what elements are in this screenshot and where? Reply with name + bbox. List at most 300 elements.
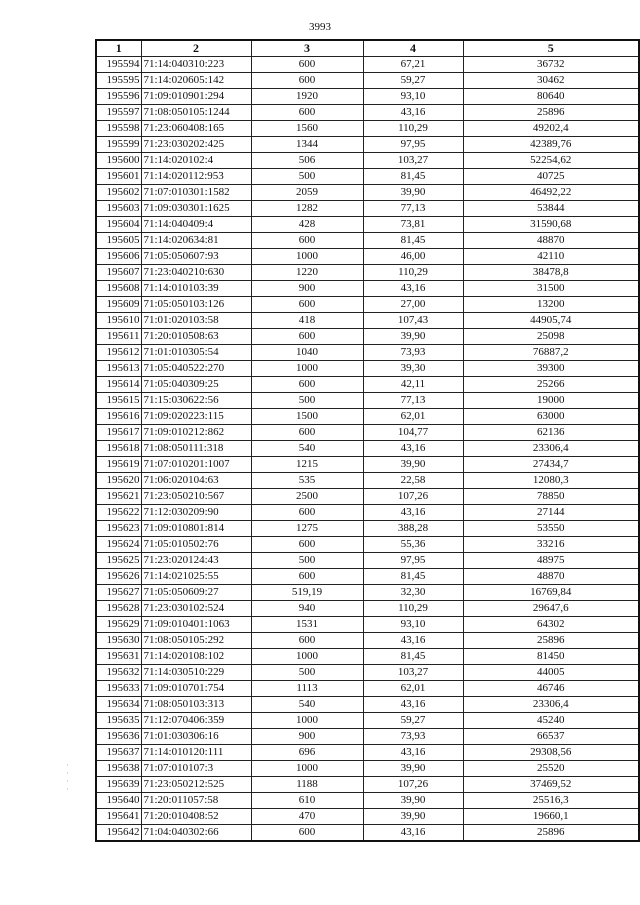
cell-cadastral-number: 71:20:010508:63 bbox=[141, 329, 251, 345]
cell-id: 195606 bbox=[96, 249, 141, 265]
table-row bbox=[96, 313, 639, 329]
cell-id: 195604 bbox=[96, 217, 141, 233]
data-table bbox=[95, 39, 640, 842]
cell-amount: 76887,2 bbox=[463, 345, 639, 361]
cell-cadastral-number: 71:09:010901:294 bbox=[141, 89, 251, 105]
cell-amount: 48870 bbox=[463, 233, 639, 249]
cell-id: 195615 bbox=[96, 393, 141, 409]
cell-rate: 43,16 bbox=[363, 505, 463, 521]
cell-area: 1344 bbox=[251, 137, 363, 153]
cell-amount: 27144 bbox=[463, 505, 639, 521]
cell-cadastral-number: 71:14:020634:81 bbox=[141, 233, 251, 249]
cell-cadastral-number: 71:06:020104:63 bbox=[141, 473, 251, 489]
cell-area: 600 bbox=[251, 105, 363, 121]
table-row bbox=[96, 489, 639, 505]
cell-cadastral-number: 71:23:030102:524 bbox=[141, 601, 251, 617]
cell-amount: 25266 bbox=[463, 377, 639, 393]
table-row bbox=[96, 361, 639, 377]
cell-area: 696 bbox=[251, 745, 363, 761]
header-col-4: 4 bbox=[363, 40, 463, 57]
cell-amount: 23306,4 bbox=[463, 441, 639, 457]
table-row bbox=[96, 649, 639, 665]
cell-rate: 104,77 bbox=[363, 425, 463, 441]
cell-area: 1000 bbox=[251, 713, 363, 729]
cell-area: 600 bbox=[251, 537, 363, 553]
cell-area: 506 bbox=[251, 153, 363, 169]
table-row bbox=[96, 745, 639, 761]
cell-amount: 45240 bbox=[463, 713, 639, 729]
cell-rate: 110,29 bbox=[363, 601, 463, 617]
cell-rate: 97,95 bbox=[363, 553, 463, 569]
cell-rate: 81,45 bbox=[363, 169, 463, 185]
cell-cadastral-number: 71:08:050111:318 bbox=[141, 441, 251, 457]
cell-area: 940 bbox=[251, 601, 363, 617]
cell-id: 195617 bbox=[96, 425, 141, 441]
table-row bbox=[96, 89, 639, 105]
cell-area: 600 bbox=[251, 505, 363, 521]
cell-id: 195600 bbox=[96, 153, 141, 169]
cell-cadastral-number: 71:05:040309:25 bbox=[141, 377, 251, 393]
cell-cadastral-number: 71:14:040409:4 bbox=[141, 217, 251, 233]
cell-area: 600 bbox=[251, 329, 363, 345]
cell-amount: 78850 bbox=[463, 489, 639, 505]
cell-cadastral-number: 71:14:020102:4 bbox=[141, 153, 251, 169]
cell-cadastral-number: 71:14:020605:142 bbox=[141, 73, 251, 89]
cell-rate: 97,95 bbox=[363, 137, 463, 153]
cell-id: 195595 bbox=[96, 73, 141, 89]
cell-cadastral-number: 71:14:040310:223 bbox=[141, 57, 251, 73]
cell-rate: 107,26 bbox=[363, 777, 463, 793]
cell-cadastral-number: 71:05:050103:126 bbox=[141, 297, 251, 313]
table-row bbox=[96, 665, 639, 681]
cell-rate: 62,01 bbox=[363, 681, 463, 697]
cell-cadastral-number: 71:14:010103:39 bbox=[141, 281, 251, 297]
cell-id: 195612 bbox=[96, 345, 141, 361]
cell-amount: 80640 bbox=[463, 89, 639, 105]
cell-cadastral-number: 71:01:030306:16 bbox=[141, 729, 251, 745]
cell-rate: 39,90 bbox=[363, 185, 463, 201]
cell-area: 1215 bbox=[251, 457, 363, 473]
cell-cadastral-number: 71:09:020223:115 bbox=[141, 409, 251, 425]
table-row bbox=[96, 553, 639, 569]
cell-area: 1560 bbox=[251, 121, 363, 137]
cell-id: 195630 bbox=[96, 633, 141, 649]
cell-id: 195597 bbox=[96, 105, 141, 121]
cell-cadastral-number: 71:23:020124:43 bbox=[141, 553, 251, 569]
cell-rate: 43,16 bbox=[363, 697, 463, 713]
cell-rate: 39,90 bbox=[363, 793, 463, 809]
table-row bbox=[96, 169, 639, 185]
cell-id: 195624 bbox=[96, 537, 141, 553]
table-row bbox=[96, 105, 639, 121]
table-row bbox=[96, 793, 639, 809]
cell-cadastral-number: 71:07:010107:3 bbox=[141, 761, 251, 777]
table-row bbox=[96, 121, 639, 137]
cell-rate: 39,90 bbox=[363, 329, 463, 345]
cell-amount: 63000 bbox=[463, 409, 639, 425]
cell-amount: 42389,76 bbox=[463, 137, 639, 153]
cell-id: 195635 bbox=[96, 713, 141, 729]
cell-area: 900 bbox=[251, 729, 363, 745]
cell-area: 519,19 bbox=[251, 585, 363, 601]
cell-rate: 93,10 bbox=[363, 617, 463, 633]
cell-rate: 81,45 bbox=[363, 233, 463, 249]
cell-rate: 103,27 bbox=[363, 153, 463, 169]
cell-rate: 39,90 bbox=[363, 761, 463, 777]
cell-area: 1500 bbox=[251, 409, 363, 425]
cell-rate: 103,27 bbox=[363, 665, 463, 681]
cell-id: 195629 bbox=[96, 617, 141, 633]
cell-amount: 25098 bbox=[463, 329, 639, 345]
cell-id: 195626 bbox=[96, 569, 141, 585]
cell-area: 1282 bbox=[251, 201, 363, 217]
cell-rate: 81,45 bbox=[363, 569, 463, 585]
cell-amount: 66537 bbox=[463, 729, 639, 745]
cell-rate: 59,27 bbox=[363, 73, 463, 89]
cell-id: 195618 bbox=[96, 441, 141, 457]
cell-amount: 12080,3 bbox=[463, 473, 639, 489]
table-row bbox=[96, 57, 639, 73]
table-row bbox=[96, 393, 639, 409]
table-row bbox=[96, 537, 639, 553]
header-col-3: 3 bbox=[251, 40, 363, 57]
cell-area: 500 bbox=[251, 553, 363, 569]
table-row bbox=[96, 425, 639, 441]
cell-area: 1000 bbox=[251, 249, 363, 265]
cell-cadastral-number: 71:20:010408:52 bbox=[141, 809, 251, 825]
table-row bbox=[96, 281, 639, 297]
cell-id: 195621 bbox=[96, 489, 141, 505]
cell-amount: 25896 bbox=[463, 825, 639, 842]
cell-area: 600 bbox=[251, 57, 363, 73]
cell-rate: 62,01 bbox=[363, 409, 463, 425]
cell-id: 195634 bbox=[96, 697, 141, 713]
cell-id: 195598 bbox=[96, 121, 141, 137]
table-row bbox=[96, 201, 639, 217]
cell-id: 195614 bbox=[96, 377, 141, 393]
cell-area: 1188 bbox=[251, 777, 363, 793]
cell-cadastral-number: 71:12:070406:359 bbox=[141, 713, 251, 729]
table-row bbox=[96, 633, 639, 649]
cell-cadastral-number: 71:14:021025:55 bbox=[141, 569, 251, 585]
cell-rate: 73,81 bbox=[363, 217, 463, 233]
cell-area: 600 bbox=[251, 297, 363, 313]
cell-rate: 42,11 bbox=[363, 377, 463, 393]
table-header-row bbox=[96, 40, 639, 57]
cell-rate: 107,43 bbox=[363, 313, 463, 329]
cell-area: 600 bbox=[251, 569, 363, 585]
cell-area: 500 bbox=[251, 393, 363, 409]
table-body bbox=[96, 57, 639, 842]
cell-id: 195619 bbox=[96, 457, 141, 473]
cell-amount: 48975 bbox=[463, 553, 639, 569]
cell-rate: 73,93 bbox=[363, 729, 463, 745]
cell-amount: 44905,74 bbox=[463, 313, 639, 329]
cell-area: 1040 bbox=[251, 345, 363, 361]
cell-cadastral-number: 71:09:010701:754 bbox=[141, 681, 251, 697]
cell-amount: 19000 bbox=[463, 393, 639, 409]
cell-amount: 25516,3 bbox=[463, 793, 639, 809]
cell-amount: 46746 bbox=[463, 681, 639, 697]
cell-id: 195609 bbox=[96, 297, 141, 313]
cell-area: 900 bbox=[251, 281, 363, 297]
table-row bbox=[96, 185, 639, 201]
table-row bbox=[96, 345, 639, 361]
cell-area: 1275 bbox=[251, 521, 363, 537]
cell-id: 195636 bbox=[96, 729, 141, 745]
cell-id: 195637 bbox=[96, 745, 141, 761]
cell-id: 195602 bbox=[96, 185, 141, 201]
table-row bbox=[96, 601, 639, 617]
cell-rate: 77,13 bbox=[363, 201, 463, 217]
cell-amount: 25520 bbox=[463, 761, 639, 777]
cell-rate: 32,30 bbox=[363, 585, 463, 601]
table-row bbox=[96, 681, 639, 697]
cell-area: 1531 bbox=[251, 617, 363, 633]
table-row bbox=[96, 713, 639, 729]
table-row bbox=[96, 585, 639, 601]
table-row bbox=[96, 761, 639, 777]
cell-rate: 43,16 bbox=[363, 745, 463, 761]
cell-area: 600 bbox=[251, 233, 363, 249]
cell-cadastral-number: 71:23:050212:525 bbox=[141, 777, 251, 793]
table-row bbox=[96, 409, 639, 425]
cell-id: 195608 bbox=[96, 281, 141, 297]
cell-amount: 37469,52 bbox=[463, 777, 639, 793]
table-row bbox=[96, 329, 639, 345]
cell-id: 195642 bbox=[96, 825, 141, 842]
cell-amount: 29308,56 bbox=[463, 745, 639, 761]
cell-cadastral-number: 71:09:010212:862 bbox=[141, 425, 251, 441]
cell-rate: 39,90 bbox=[363, 809, 463, 825]
cell-amount: 29647,6 bbox=[463, 601, 639, 617]
cell-amount: 62136 bbox=[463, 425, 639, 441]
table-row bbox=[96, 569, 639, 585]
table-row bbox=[96, 505, 639, 521]
cell-cadastral-number: 71:08:050105:292 bbox=[141, 633, 251, 649]
cell-amount: 23306,4 bbox=[463, 697, 639, 713]
cell-area: 600 bbox=[251, 825, 363, 842]
cell-cadastral-number: 71:04:040302:66 bbox=[141, 825, 251, 842]
cell-cadastral-number: 71:14:020112:953 bbox=[141, 169, 251, 185]
cell-id: 195611 bbox=[96, 329, 141, 345]
cell-amount: 64302 bbox=[463, 617, 639, 633]
cell-id: 195627 bbox=[96, 585, 141, 601]
cell-rate: 39,30 bbox=[363, 361, 463, 377]
cell-area: 540 bbox=[251, 441, 363, 457]
table-row bbox=[96, 217, 639, 233]
cell-id: 195628 bbox=[96, 601, 141, 617]
cell-id: 195638 bbox=[96, 761, 141, 777]
cell-id: 195613 bbox=[96, 361, 141, 377]
table-row bbox=[96, 617, 639, 633]
header-col-5: 5 bbox=[463, 40, 639, 57]
cell-id: 195596 bbox=[96, 89, 141, 105]
table-row bbox=[96, 729, 639, 745]
table-row bbox=[96, 825, 639, 842]
cell-id: 195594 bbox=[96, 57, 141, 73]
cell-cadastral-number: 71:07:010301:1582 bbox=[141, 185, 251, 201]
cell-area: 428 bbox=[251, 217, 363, 233]
cell-area: 1220 bbox=[251, 265, 363, 281]
cell-cadastral-number: 71:14:010120:111 bbox=[141, 745, 251, 761]
cell-rate: 22,58 bbox=[363, 473, 463, 489]
cell-cadastral-number: 71:23:040210:630 bbox=[141, 265, 251, 281]
cell-id: 195625 bbox=[96, 553, 141, 569]
table-row bbox=[96, 249, 639, 265]
cell-cadastral-number: 71:20:011057:58 bbox=[141, 793, 251, 809]
header-col-1: 1 bbox=[96, 40, 141, 57]
cell-rate: 43,16 bbox=[363, 825, 463, 842]
cell-rate: 27,00 bbox=[363, 297, 463, 313]
cell-id: 195616 bbox=[96, 409, 141, 425]
table-row bbox=[96, 777, 639, 793]
cell-area: 470 bbox=[251, 809, 363, 825]
cell-rate: 388,28 bbox=[363, 521, 463, 537]
cell-amount: 16769,84 bbox=[463, 585, 639, 601]
cell-rate: 81,45 bbox=[363, 649, 463, 665]
cell-rate: 67,21 bbox=[363, 57, 463, 73]
cell-id: 195605 bbox=[96, 233, 141, 249]
cell-id: 195639 bbox=[96, 777, 141, 793]
cell-id: 195641 bbox=[96, 809, 141, 825]
cell-area: 1000 bbox=[251, 761, 363, 777]
cell-area: 500 bbox=[251, 665, 363, 681]
table-row bbox=[96, 137, 639, 153]
cell-area: 600 bbox=[251, 633, 363, 649]
cell-amount: 53844 bbox=[463, 201, 639, 217]
table-row bbox=[96, 377, 639, 393]
cell-cadastral-number: 71:08:050103:313 bbox=[141, 697, 251, 713]
cell-amount: 44005 bbox=[463, 665, 639, 681]
header-col-2: 2 bbox=[141, 40, 251, 57]
table-row bbox=[96, 809, 639, 825]
cell-rate: 59,27 bbox=[363, 713, 463, 729]
cell-id: 195631 bbox=[96, 649, 141, 665]
cell-id: 195610 bbox=[96, 313, 141, 329]
cell-cadastral-number: 71:07:010201:1007 bbox=[141, 457, 251, 473]
table-row bbox=[96, 457, 639, 473]
cell-area: 1920 bbox=[251, 89, 363, 105]
cell-rate: 46,00 bbox=[363, 249, 463, 265]
cell-rate: 73,93 bbox=[363, 345, 463, 361]
cell-area: 600 bbox=[251, 377, 363, 393]
cell-amount: 46492,22 bbox=[463, 185, 639, 201]
cell-cadastral-number: 71:05:050607:93 bbox=[141, 249, 251, 265]
cell-id: 195620 bbox=[96, 473, 141, 489]
cell-amount: 52254,62 bbox=[463, 153, 639, 169]
table-row bbox=[96, 441, 639, 457]
cell-amount: 81450 bbox=[463, 649, 639, 665]
table-row bbox=[96, 473, 639, 489]
cell-cadastral-number: 71:01:020103:58 bbox=[141, 313, 251, 329]
cell-amount: 31590,68 bbox=[463, 217, 639, 233]
cell-amount: 36732 bbox=[463, 57, 639, 73]
cell-id: 195622 bbox=[96, 505, 141, 521]
cell-rate: 110,29 bbox=[363, 121, 463, 137]
cell-cadastral-number: 71:08:050105:1244 bbox=[141, 105, 251, 121]
cell-rate: 39,90 bbox=[363, 457, 463, 473]
cell-id: 195607 bbox=[96, 265, 141, 281]
cell-amount: 13200 bbox=[463, 297, 639, 313]
cell-amount: 42110 bbox=[463, 249, 639, 265]
cell-rate: 77,13 bbox=[363, 393, 463, 409]
table-row bbox=[96, 233, 639, 249]
cell-cadastral-number: 71:14:030510:229 bbox=[141, 665, 251, 681]
cell-cadastral-number: 71:05:040522:270 bbox=[141, 361, 251, 377]
cell-rate: 43,16 bbox=[363, 441, 463, 457]
cell-id: 195623 bbox=[96, 521, 141, 537]
table-row bbox=[96, 265, 639, 281]
cell-rate: 43,16 bbox=[363, 281, 463, 297]
cell-area: 600 bbox=[251, 425, 363, 441]
cell-id: 195601 bbox=[96, 169, 141, 185]
cell-area: 1000 bbox=[251, 361, 363, 377]
cell-area: 2500 bbox=[251, 489, 363, 505]
data-table-container bbox=[95, 39, 640, 842]
cell-amount: 38478,8 bbox=[463, 265, 639, 281]
cell-cadastral-number: 71:14:020108:102 bbox=[141, 649, 251, 665]
cell-id: 195640 bbox=[96, 793, 141, 809]
cell-amount: 53550 bbox=[463, 521, 639, 537]
cell-rate: 107,26 bbox=[363, 489, 463, 505]
cell-amount: 49202,4 bbox=[463, 121, 639, 137]
cell-area: 600 bbox=[251, 73, 363, 89]
cell-area: 1000 bbox=[251, 649, 363, 665]
cell-area: 2059 bbox=[251, 185, 363, 201]
table-row bbox=[96, 297, 639, 313]
cell-cadastral-number: 71:23:060408:165 bbox=[141, 121, 251, 137]
table-row bbox=[96, 521, 639, 537]
cell-rate: 93,10 bbox=[363, 89, 463, 105]
cell-area: 500 bbox=[251, 169, 363, 185]
cell-cadastral-number: 71:05:050609:27 bbox=[141, 585, 251, 601]
cell-area: 535 bbox=[251, 473, 363, 489]
cell-id: 195633 bbox=[96, 681, 141, 697]
cell-rate: 43,16 bbox=[363, 633, 463, 649]
cell-amount: 48870 bbox=[463, 569, 639, 585]
page-number: 3993 bbox=[309, 21, 331, 33]
cell-id: 195603 bbox=[96, 201, 141, 217]
table-row bbox=[96, 153, 639, 169]
table-row bbox=[96, 697, 639, 713]
cell-amount: 25896 bbox=[463, 633, 639, 649]
cell-rate: 55,36 bbox=[363, 537, 463, 553]
cell-cadastral-number: 71:09:010401:1063 bbox=[141, 617, 251, 633]
cell-amount: 19660,1 bbox=[463, 809, 639, 825]
cell-cadastral-number: 71:12:030209:90 bbox=[141, 505, 251, 521]
cell-amount: 30462 bbox=[463, 73, 639, 89]
margin-marks: · · · · bbox=[66, 761, 69, 794]
cell-rate: 43,16 bbox=[363, 105, 463, 121]
cell-rate: 110,29 bbox=[363, 265, 463, 281]
cell-amount: 39300 bbox=[463, 361, 639, 377]
cell-area: 1113 bbox=[251, 681, 363, 697]
cell-cadastral-number: 71:23:050210:567 bbox=[141, 489, 251, 505]
table-row bbox=[96, 73, 639, 89]
cell-id: 195632 bbox=[96, 665, 141, 681]
cell-cadastral-number: 71:09:030301:1625 bbox=[141, 201, 251, 217]
cell-cadastral-number: 71:15:030622:56 bbox=[141, 393, 251, 409]
cell-area: 418 bbox=[251, 313, 363, 329]
cell-id: 195599 bbox=[96, 137, 141, 153]
cell-amount: 33216 bbox=[463, 537, 639, 553]
cell-cadastral-number: 71:01:010305:54 bbox=[141, 345, 251, 361]
cell-amount: 27434,7 bbox=[463, 457, 639, 473]
cell-cadastral-number: 71:05:010502:76 bbox=[141, 537, 251, 553]
cell-amount: 25896 bbox=[463, 105, 639, 121]
cell-amount: 40725 bbox=[463, 169, 639, 185]
